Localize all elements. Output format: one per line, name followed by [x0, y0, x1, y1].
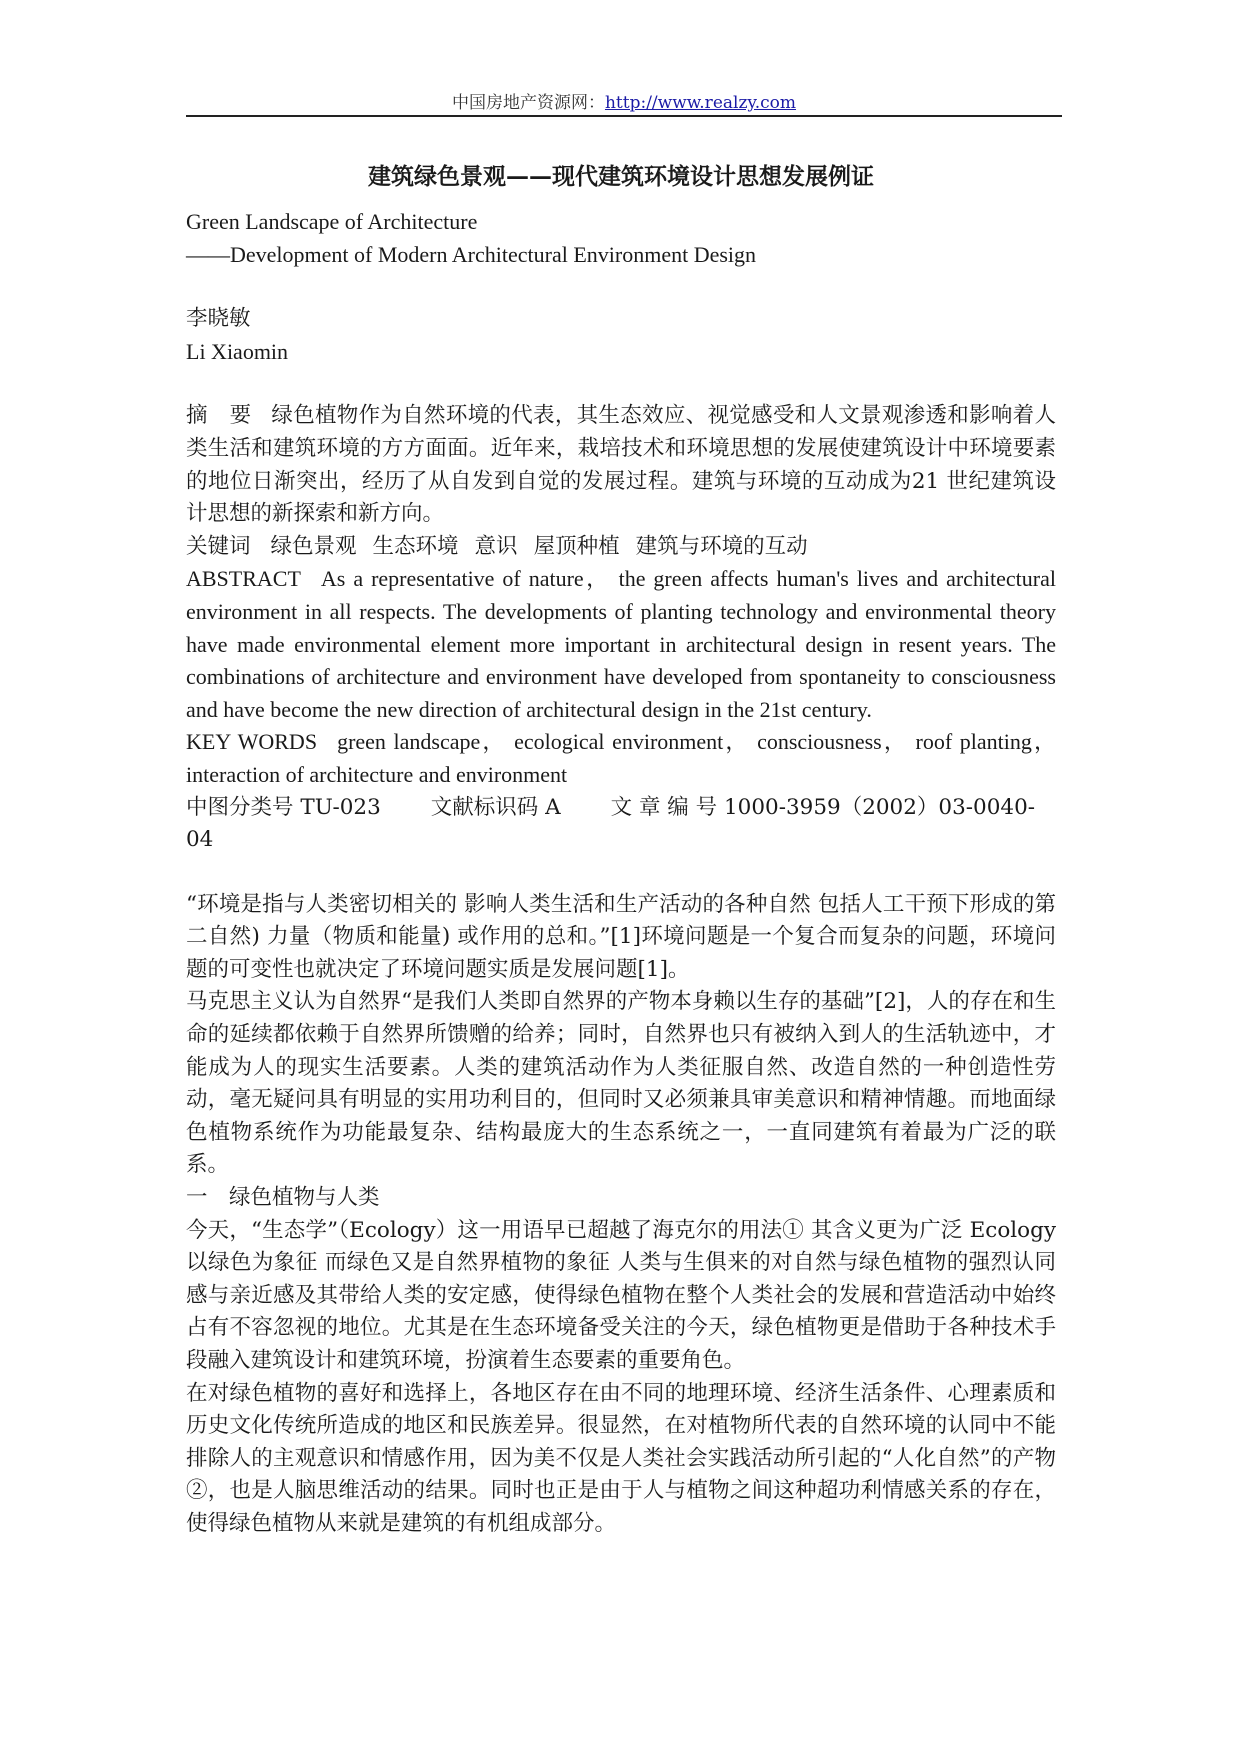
abstract-en-label: ABSTRACT — [186, 566, 301, 592]
keywords-cn — [186, 531, 1056, 564]
page-header — [186, 88, 1062, 113]
keyword-cn: 建筑与环境的互动 — [635, 533, 808, 559]
abstract-cn-label: 摘 要 — [186, 403, 252, 429]
author-en: Li Xiaomin — [186, 338, 289, 364]
abstract-cn — [186, 400, 1056, 530]
keywords-cn-label: 关键词 — [186, 533, 251, 559]
header-rule — [186, 115, 1062, 117]
site-label: 中国房地产资源网： — [451, 93, 605, 113]
abstract-en-text: As a representative of nature， the green affects human's lives and architectural environment in all respects. The developments of planting technology and environmental theory have made environmental element more important in architectural design in resent years. The combinations of architecture and environment have developed from spontaneity to consciousness and have become the new direction of architectural design in the 21st century. — [186, 566, 1056, 722]
abstract-cn-text: 绿色植物作为自然环境的代表，其生态效应、视觉感受和人文景观渗透和影响着人类生活和建筑环境的方方面面。近年来，栽培技术和环境思想的发展使建筑设计中环境要素的地位日渐突出，经历了从自发到自觉的发展过程。建筑与环境的互动成为21 世纪建筑设计思想的新探索和新方向。 — [186, 403, 1056, 527]
doc-code-value: A — [545, 794, 561, 820]
body-paragraph: 马克思主义认为自然界“是我们人类即自然界的产物本身赖以生存的基础”[2]，人的存在和生命的延续都依赖于自然界所馈赠的给养；同时，自然界也只有被纳入到人的生活轨迹中，才能成为人的现实生活要素。人类的建筑活动作为人类征服自然、改造自然的一种创造性劳动，毫无疑问具有明显的实用功利目的，但同时又必须兼具审美意识和精神情趣。而地面绿色植物系统作为功能最复杂、结构最庞大的生态系统之一，一直同建筑有着最为广泛的联系。 — [186, 989, 1056, 1178]
article-no-label: 文 章 编 号 — [610, 794, 718, 820]
keyword-cn: 意识 — [474, 533, 518, 559]
abstract-en — [186, 563, 1056, 726]
keywords-en-label: KEY WORDS — [186, 729, 318, 755]
article-content — [186, 160, 1056, 1541]
doc-code-label: 文献标识码 — [430, 794, 539, 820]
section-heading: 一 绿色植物与人类 — [186, 1185, 380, 1211]
keywords-en — [186, 726, 1056, 791]
article-title-en-line2: ——Development of Modern Architectural Environment Design — [186, 241, 757, 267]
keyword-cn: 绿色景观 — [270, 533, 357, 559]
classification-line — [186, 792, 1056, 857]
article-title-cn: 建筑绿色景观——现代建筑环境设计思想发展例证 — [368, 163, 874, 190]
site-link[interactable]: http://www.realzy.com — [604, 93, 797, 113]
body-paragraph: “环境是指与人类密切相关的 影响人类生活和生产活动的各种自然 包括人工干预下形成的第二自然) 力量（物质和能量) 或作用的总和。”[1]环境问题是一个复合而复杂的问题，环境问题的可变性也就决定了环境问题实质是发展问题[1]。 — [186, 891, 1056, 982]
keyword-cn: 生态环境 — [372, 533, 459, 559]
article-title-en-line1: Green Landscape of Architecture — [186, 209, 478, 234]
keywords-en-text: green landscape， ecological environment， consciousness， roof planting， interaction of architecture and environment — [186, 729, 1056, 787]
article-no-value: 1000-3959（2002）03-0040-04 — [186, 794, 1036, 853]
body-paragraph: 今天，“生态学”（Ecology）这一用语早已超越了海克尔的用法① 其含义更为广泛 Ecology 以绿色为象征 而绿色又是自然界植物的象征 人类与生俱来的对自然与绿色植物的强烈认同感与亲近感及其带给人类的安定感，使得绿色植物在整个人类社会的发展和营造活动中始终占有不容忽视的地位。尤其是在生态环境备受关注的今天，绿色植物更是借助于各种技术手段融入建筑设计和建筑环境，扮演着生态要素的重要角色。 — [186, 1217, 1056, 1373]
clc-label: 中图分类号 — [186, 794, 294, 820]
keyword-cn: 屋顶种植 — [533, 533, 620, 559]
author-cn: 李晓敏 — [186, 306, 251, 332]
body-paragraph: 在对绿色植物的喜好和选择上，各地区存在由不同的地理环境、经济生活条件、心理素质和历史文化传统所造成的地区和民族差异。很显然，在对植物所代表的自然环境的认同中不能排除人的主观意识和情感作用，因为美不仅是人类社会实践活动所引起的“人化自然”的产物②，也是人脑思维活动的结果。同时也正是由于人与植物之间这种超功利情感关系的存在，使得绿色植物从来就是建筑的有机组成部分。 — [186, 1380, 1056, 1536]
clc-value: TU-023 — [300, 794, 381, 820]
